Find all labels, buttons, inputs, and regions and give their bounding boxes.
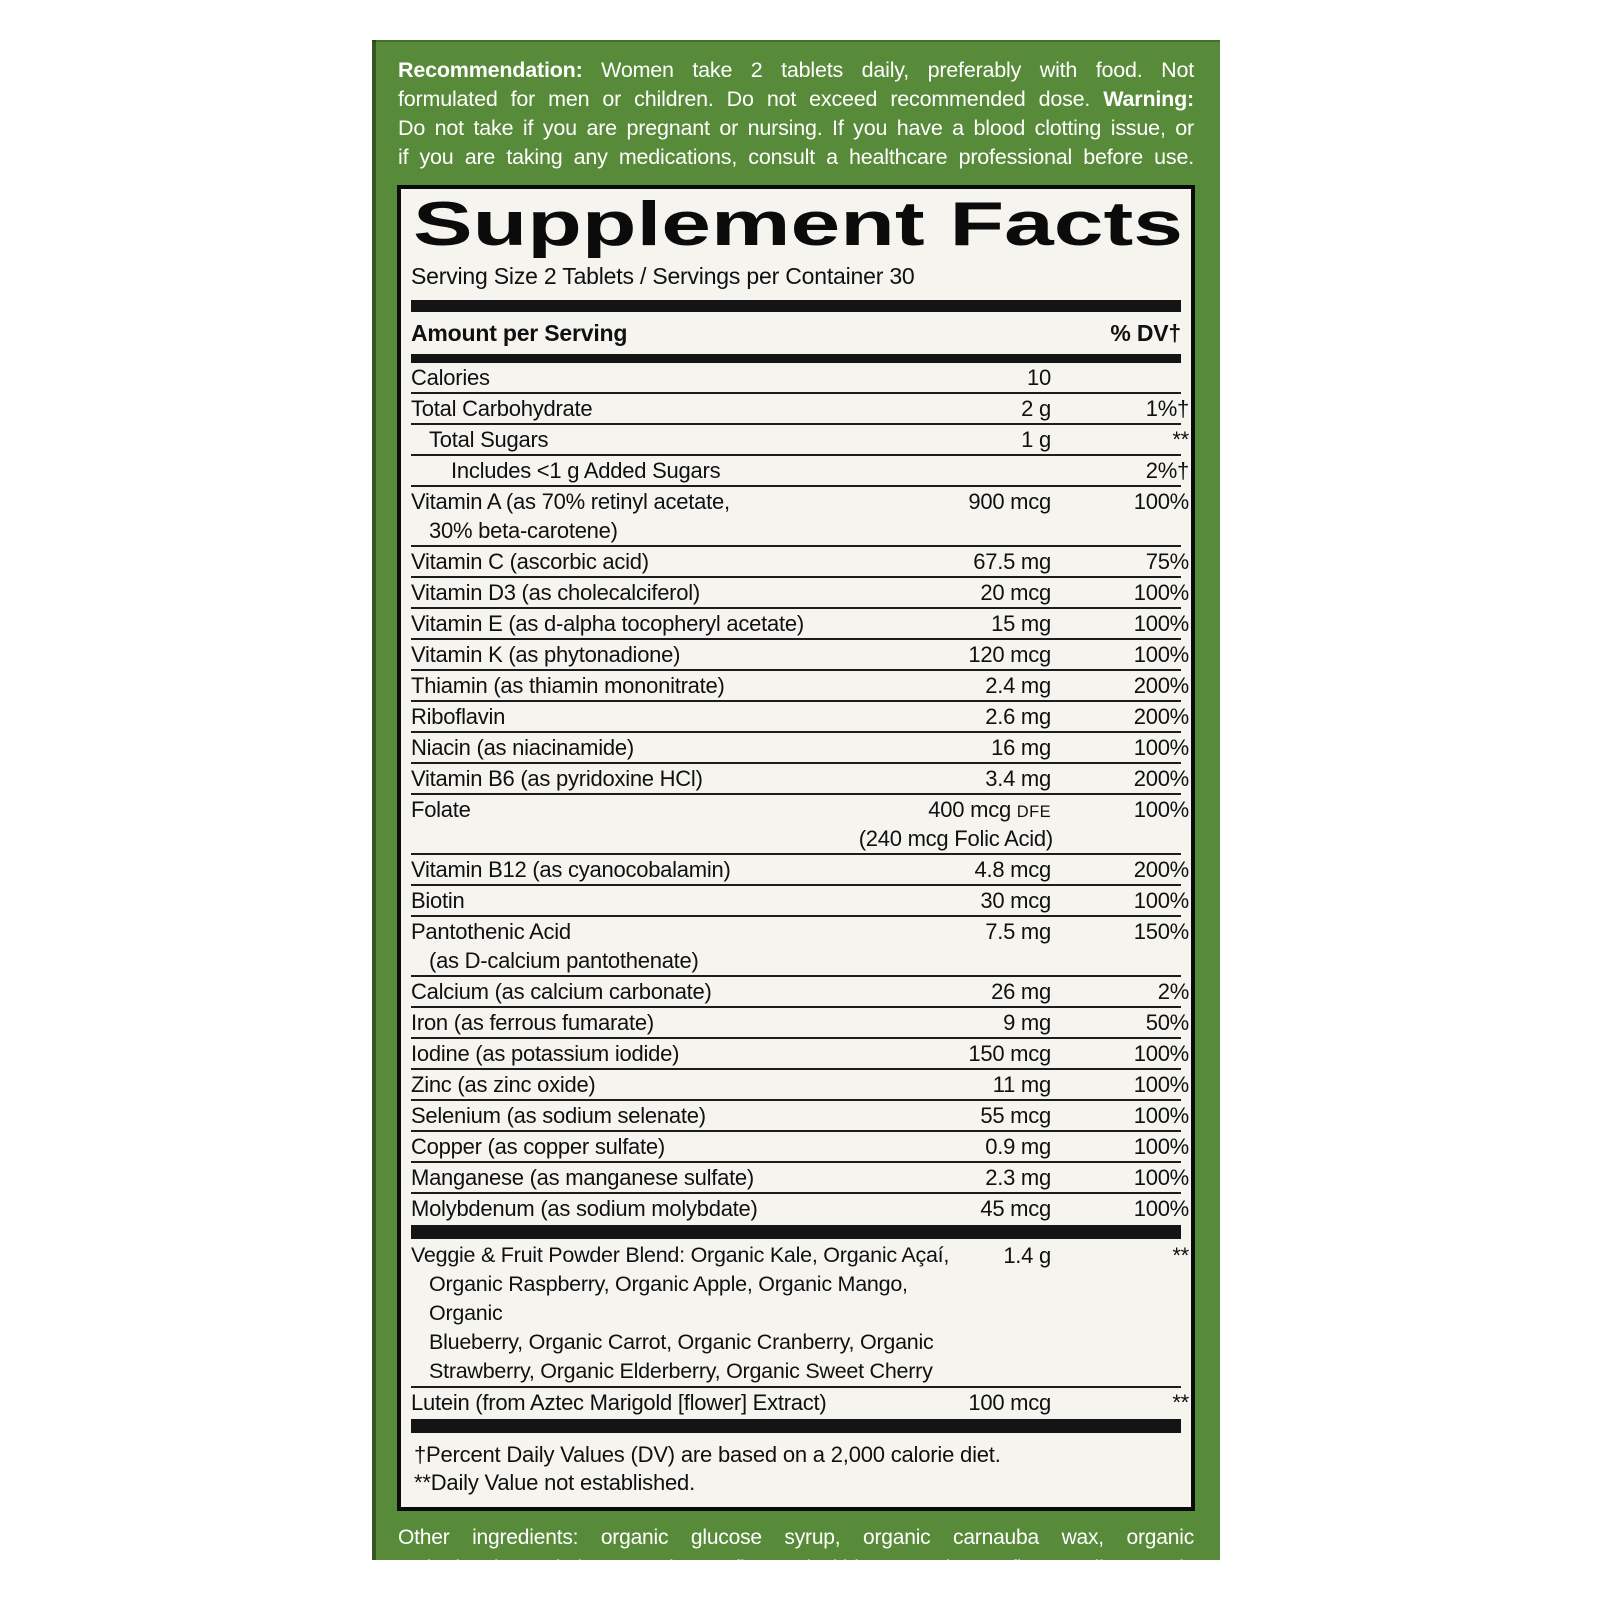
nutrient-amount (901, 1163, 1051, 1192)
nutrient-name-line: Organic Raspberry, Organic Apple, Organic Mango, Organic (429, 1272, 908, 1325)
nutrient-amount-value: 26 mg (991, 979, 1051, 1004)
nutrient-name-line: (as D-calcium pantothenate) (429, 948, 699, 973)
table-row (411, 1241, 1189, 1386)
table-row (411, 1386, 1189, 1417)
nutrient-amount (901, 578, 1051, 607)
nutrient-amount-value: 11 mg (992, 1072, 1051, 1097)
nutrient-name (411, 487, 901, 545)
table-row (411, 392, 1189, 423)
ingredients-line: guar gum (398, 1587, 486, 1610)
footnote: **Daily Value not established. (414, 1470, 695, 1495)
nutrient-amount-value: 0.9 mg (985, 1134, 1051, 1159)
nutrient-amount (901, 1070, 1051, 1099)
nutrient-name (411, 977, 901, 1006)
nutrient-amount-value: 16 mg (991, 735, 1051, 760)
nutrient-name-line: Strawberry, Organic Elderberry, Organic Sweet Cherry (429, 1359, 933, 1383)
nutrient-name-line: Blueberry, Organic Carrot, Organic Cranberry, Organic (429, 1330, 934, 1354)
table-row (411, 1192, 1189, 1223)
nutrient-amount (901, 640, 1051, 669)
nutrient-amount-value: 20 mcg (980, 580, 1051, 605)
column-header-row (411, 312, 1181, 354)
nutrient-name (411, 1132, 901, 1161)
footnote: †Percent Daily Values (DV) are based on a 2,000 calorie diet. (414, 1442, 1001, 1467)
nutrient-name (411, 640, 901, 669)
supplement-facts-title (411, 192, 1189, 258)
nutrient-name-line: Total Carbohydrate (411, 396, 593, 421)
nutrient-name-line: Calories (411, 365, 490, 390)
nutrient-dv: 100% (1133, 642, 1189, 667)
nutrient-amount-value: 400 mcg (928, 797, 1017, 822)
nutrient-amount (901, 1194, 1051, 1223)
nutrient-dv: 100% (1133, 580, 1189, 605)
table-row (411, 793, 1189, 853)
warning-line: Recommendation: Women take 2 tablets daily, preferably with food. Not (398, 58, 1194, 82)
nutrient-dv: 100% (1133, 888, 1189, 913)
nutrient-name-line: Zinc (as zinc oxide) (411, 1072, 596, 1097)
nutrient-amount (901, 702, 1051, 731)
nutrient-table (411, 363, 1189, 1433)
nutrient-amount-value: 55 mcg (980, 1103, 1051, 1128)
nutrient-amount (901, 917, 1051, 946)
nutrient-amount (901, 977, 1051, 1006)
supplement-label-panel (372, 40, 1220, 1610)
nutrient-dv: 150% (1133, 919, 1189, 944)
divider-bar (411, 1225, 1181, 1239)
recommendation-warning-text (372, 40, 1220, 172)
nutrient-amount-value: 67.5 mg (973, 549, 1051, 574)
nutrient-name (411, 702, 901, 731)
table-row (411, 975, 1189, 1006)
table-row (411, 1006, 1189, 1037)
nutrient-dv: ** (1172, 1243, 1189, 1268)
nutrient-amount-value: 2 g (1021, 396, 1051, 421)
nutrient-dv: 200% (1133, 673, 1189, 698)
nutrient-amount (901, 733, 1051, 762)
nutrient-name (411, 1101, 901, 1130)
nutrient-name-line: Lutein (from Aztec Marigold [flower] Extract) (411, 1390, 827, 1415)
divider-bar (411, 354, 1181, 363)
table-row (411, 576, 1189, 607)
nutrient-amount (963, 1241, 1051, 1270)
nutrient-amount (901, 609, 1051, 638)
other-ingredients-text (372, 1511, 1220, 1615)
nutrient-name (411, 1070, 901, 1099)
nutrient-amount (901, 764, 1051, 793)
table-row (411, 762, 1189, 793)
nutrient-name (411, 764, 901, 793)
nutrient-dv: 200% (1133, 766, 1189, 791)
nutrient-name (411, 609, 901, 638)
nutrient-name (411, 1194, 901, 1223)
nutrient-name (411, 671, 901, 700)
table-row (411, 1037, 1189, 1068)
nutrient-amount (901, 671, 1051, 700)
nutrient-dv: 100% (1133, 1072, 1189, 1097)
amount-per-serving-header: Amount per Serving (411, 320, 628, 346)
table-row (411, 363, 1181, 392)
nutrient-name-line: Vitamin C (ascorbic acid) (411, 549, 649, 574)
table-row (411, 1099, 1189, 1130)
nutrient-amount-value: 10 (1027, 365, 1051, 390)
supplement-facts-title-text: Supplement Facts (413, 192, 1183, 258)
nutrient-dv: 200% (1133, 704, 1189, 729)
nutrient-amount-secondary: (240 mcg Folic Acid) (858, 826, 1053, 851)
nutrient-amount-value: 2.6 mg (985, 704, 1051, 729)
nutrient-name (411, 886, 901, 915)
nutrient-amount-value: 30 mcg (980, 888, 1051, 913)
nutrient-amount-value: 7.5 mg (985, 919, 1051, 944)
nutrient-dv: 100% (1133, 1196, 1189, 1221)
nutrient-name-line: Vitamin B12 (as cyanocobalamin) (411, 857, 731, 882)
table-row (411, 545, 1189, 576)
nutrient-name-line: Pantothenic Acid (411, 919, 571, 944)
nutrient-name-line: Manganese (as manganese sulfate) (411, 1165, 754, 1190)
nutrient-name-line: Riboflavin (411, 704, 506, 729)
table-row (411, 700, 1189, 731)
nutrient-name-line: Vitamin B6 (as pyridoxine HCl) (411, 766, 703, 791)
nutrient-dv: 100% (1133, 611, 1189, 636)
nutrient-amount (901, 1008, 1051, 1037)
nutrient-name-line: Copper (as copper sulfate) (411, 1134, 665, 1159)
nutrient-amount-value: 2.4 mg (985, 673, 1051, 698)
nutrient-dv: 100% (1133, 735, 1189, 760)
nutrient-name-line: Selenium (as sodium selenate) (411, 1103, 706, 1128)
nutrient-name (411, 1039, 901, 1068)
table-row (411, 485, 1189, 545)
nutrient-name-line: Thiamin (as thiamin mononitrate) (411, 673, 725, 698)
table-row (411, 731, 1189, 762)
nutrient-dv: 100% (1133, 1041, 1189, 1066)
nutrient-name-line: Vitamin A (as 70% retinyl acetate, (411, 489, 730, 514)
nutrient-amount-value: 100 mcg (968, 1390, 1051, 1415)
nutrient-name-line: Iron (as ferrous fumarate) (411, 1010, 654, 1035)
nutrient-name-line: Vitamin E (as d-alpha tocopheryl acetate) (411, 611, 804, 636)
nutrient-amount-value: 150 mcg (968, 1041, 1051, 1066)
nutrient-name (411, 1163, 901, 1192)
warning-line: if you are taking any medications, consult a healthcare professional before use. (398, 145, 1194, 169)
table-row (411, 423, 1189, 454)
warning-line: Do not take if you are pregnant or nursing. If you have a blood clotting issue, or (398, 116, 1194, 140)
nutrient-name (411, 795, 901, 824)
supplement-facts-box (397, 185, 1195, 1511)
nutrient-amount-value: 1.4 g (1003, 1243, 1051, 1268)
nutrient-dv: 100% (1133, 1103, 1189, 1128)
warning-line: formulated for men or children. Do not exceed recommended dose. Warning: (398, 87, 1194, 111)
nutrient-amount-value: 2.3 mg (985, 1165, 1051, 1190)
nutrient-dv: 1%† (1145, 396, 1189, 421)
nutrient-name-line: Vitamin K (as phytonadione) (411, 642, 681, 667)
nutrient-amount (901, 425, 1051, 454)
nutrient-dv: 100% (1133, 1134, 1189, 1159)
nutrient-dv: 75% (1145, 549, 1189, 574)
table-row (411, 1130, 1189, 1161)
percent-dv-header: % DV† (1110, 320, 1181, 346)
nutrient-name (411, 363, 901, 392)
nutrient-amount-unit-small: DFE (1016, 803, 1051, 821)
nutrient-name-line: Total Sugars (429, 427, 549, 452)
nutrient-name (411, 1388, 901, 1417)
nutrient-name (411, 855, 901, 884)
nutrient-amount (901, 1101, 1051, 1130)
nutrient-dv: 2% (1157, 979, 1189, 1004)
nutrient-amount-value: 45 mcg (980, 1196, 1051, 1221)
nutrient-amount (901, 363, 1051, 392)
divider-bar (411, 300, 1181, 312)
nutrient-name (411, 733, 901, 762)
nutrient-amount (901, 394, 1051, 423)
nutrient-amount (901, 1132, 1051, 1161)
nutrient-dv: ** (1172, 427, 1189, 452)
serving-size-line: Serving Size 2 Tablets / Servings per Container 30 (411, 263, 915, 289)
nutrient-name (411, 1008, 901, 1037)
nutrient-amount (858, 795, 1053, 851)
nutrient-dv: 50% (1145, 1010, 1189, 1035)
table-row (411, 607, 1189, 638)
nutrient-name-line: Veggie & Fruit Powder Blend: Organic Kale, Organic Açaí, (411, 1243, 950, 1267)
nutrient-dv: ** (1172, 1390, 1189, 1415)
nutrient-amount-value: 9 mg (1003, 1010, 1051, 1035)
nutrient-name-line: 30% beta-carotene) (429, 518, 618, 543)
table-row (411, 669, 1189, 700)
table-row (411, 884, 1189, 915)
nutrient-dv: 100% (1133, 1165, 1189, 1190)
nutrient-name-line: Iodine (as potassium iodide) (411, 1041, 680, 1066)
nutrient-dv: 100% (1133, 489, 1189, 514)
nutrient-name (411, 578, 901, 607)
ingredients-line: Other ingredients: organic glucose syrup, organic carnauba wax, organic (398, 1526, 1194, 1549)
nutrient-amount-value: 4.8 mcg (974, 857, 1051, 882)
nutrient-name-line: Calcium (as calcium carbonate) (411, 979, 712, 1004)
nutrient-name-line: Vitamin D3 (as cholecalciferol) (411, 580, 700, 605)
nutrient-amount-value: 15 mg (991, 611, 1051, 636)
nutrient-amount (901, 886, 1051, 915)
nutrient-amount-value: 120 mcg (968, 642, 1051, 667)
nutrient-amount-value: 3.4 mg (985, 766, 1051, 791)
table-row (411, 1068, 1189, 1099)
nutrient-dv: 2%† (1145, 458, 1189, 483)
nutrient-name (411, 394, 901, 423)
nutrient-amount-value: 900 mcg (968, 489, 1051, 514)
nutrient-amount (901, 1039, 1051, 1068)
table-row (411, 638, 1189, 669)
nutrient-dv: 200% (1133, 857, 1189, 882)
nutrient-name (411, 547, 901, 576)
nutrient-amount (901, 547, 1051, 576)
table-row (411, 853, 1189, 884)
footnotes (411, 1435, 1181, 1507)
nutrient-name-line: Folate (411, 797, 471, 822)
nutrient-amount (901, 855, 1051, 884)
nutrient-name (411, 917, 901, 975)
table-row (411, 454, 1189, 485)
table-row (411, 1161, 1189, 1192)
nutrient-name-line: Biotin (411, 888, 465, 913)
nutrient-amount-value: 1 g (1021, 427, 1051, 452)
nutrient-name (411, 456, 901, 485)
nutrient-name (411, 1241, 963, 1386)
table-row (411, 915, 1189, 975)
nutrient-dv: 100% (1133, 797, 1189, 822)
nutrient-name-line: Niacin (as niacinamide) (411, 735, 634, 760)
nutrient-name-line: Molybdenum (as sodium molybdate) (411, 1196, 758, 1221)
nutrient-amount (901, 487, 1051, 516)
divider-bar (411, 1419, 1181, 1433)
nutrient-name-line: Includes <1 g Added Sugars (451, 458, 721, 483)
nutrient-name (411, 425, 901, 454)
ingredients-line: maltodextrin, gelatin, organic sunflower lecithin, organic sunflower oil, organic (398, 1556, 1194, 1580)
nutrient-amount (901, 1388, 1051, 1417)
